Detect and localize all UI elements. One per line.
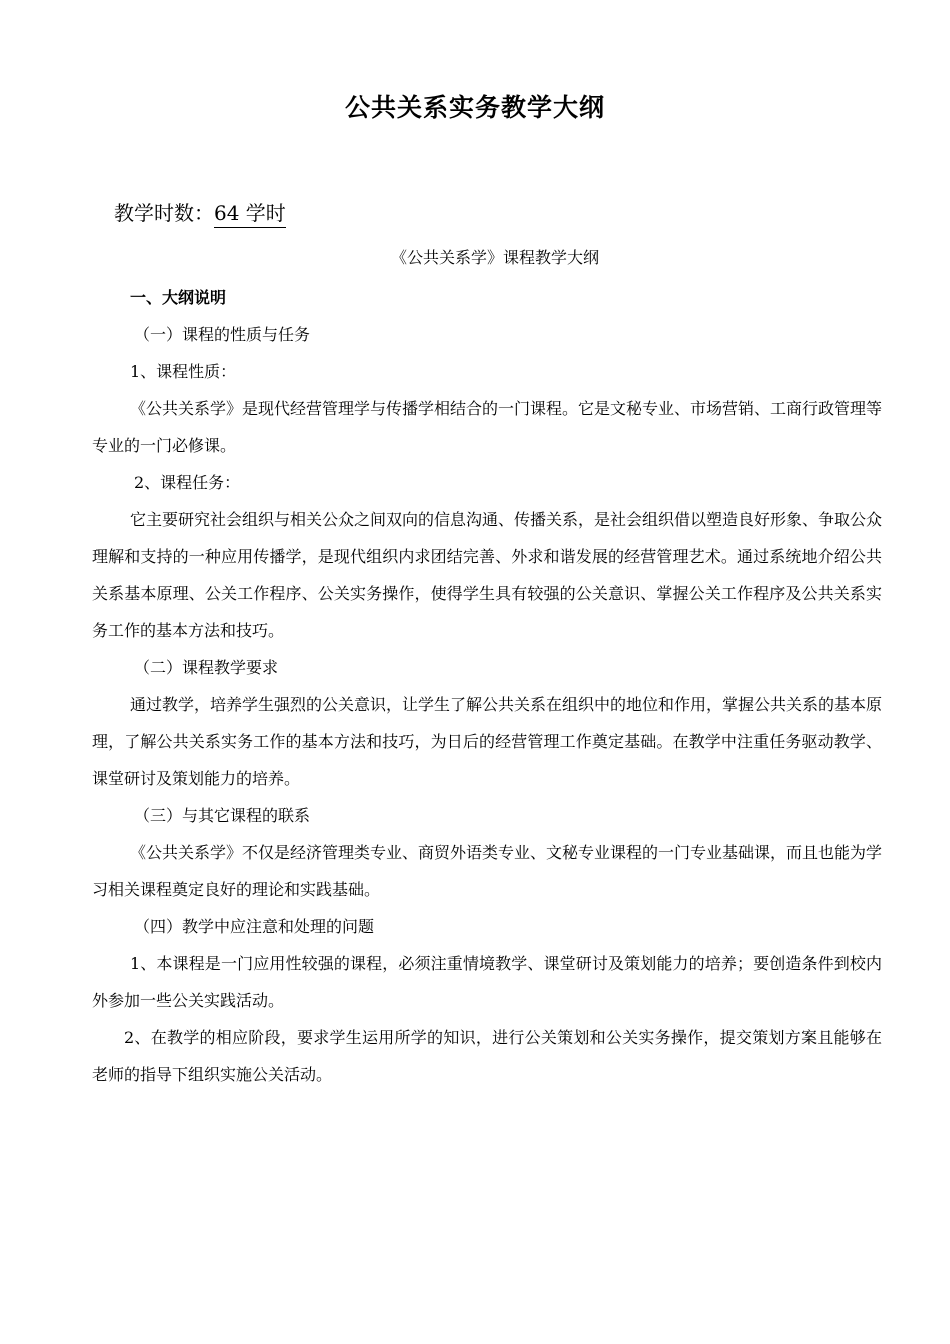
teaching-hours-label: 教学时数： — [114, 201, 214, 225]
item-heading: 1、课程性质： — [130, 362, 237, 381]
document-title: 公共关系实务教学大纲 — [344, 93, 605, 122]
paragraph: 它主要研究社会组织与相关公众之间双向的信息沟通、传播关系，是社会组织借以塑造良好形象、争取公众理解和支持的一种应用传播学，是现代组织内求团结完善、外求和谐发展的经营管理艺术。通过系统地介绍公共关系基本原理、公关工作程序、公关实务操作，使得学生具有较强的公关意识、掌握公关工作程序及公共关系实务工作的基本方法和技巧。 — [92, 510, 883, 640]
paragraph: 《公共关系学》是现代经营管理学与传播学相结合的一门课程。它是文秘专业、市场营销、工商行政管理等专业的一门必修课。 — [92, 399, 883, 455]
paragraph: 2、在教学的相应阶段，要求学生运用所学的知识，进行公关策划和公关实务操作，提交策划方案且能够在老师的指导下组织实施公关活动。 — [92, 1028, 882, 1084]
paragraph: 1、本课程是一门应用性较强的课程，必须注重情境教学、课堂研讨及策划能力的培养；要创造条件到校内外参加一些公关实践活动。 — [92, 954, 882, 1010]
subsection-heading: （三）与其它课程的联系 — [134, 806, 311, 825]
subsection-heading: （一）课程的性质与任务 — [134, 325, 311, 344]
paragraph: 通过教学，培养学生强烈的公关意识，让学生了解公共关系在组织中的地位和作用，掌握公共关系的基本原理，了解公共关系实务工作的基本方法和技巧，为日后的经营管理工作奠定基础。在教学中注重任务驱动教学、课堂研讨及策划能力的培养。 — [92, 695, 883, 788]
teaching-hours — [114, 197, 286, 226]
subsection-heading: （二）课程教学要求 — [134, 658, 279, 677]
document-subtitle: 《公共关系学》课程教学大纲 — [390, 248, 599, 267]
paragraph: 《公共关系学》不仅是经济管理类专业、商贸外语类专业、文秘专业课程的一门专业基础课，而且也能为学习相关课程奠定良好的理论和实践基础。 — [92, 843, 883, 899]
document-body — [92, 279, 882, 1093]
section-heading: 一、大纲说明 — [130, 288, 227, 307]
teaching-hours-value: 64 学时 — [214, 201, 286, 228]
subsection-heading: （四）教学中应注意和处理的问题 — [134, 917, 375, 936]
item-heading: 2、课程任务： — [134, 473, 241, 492]
